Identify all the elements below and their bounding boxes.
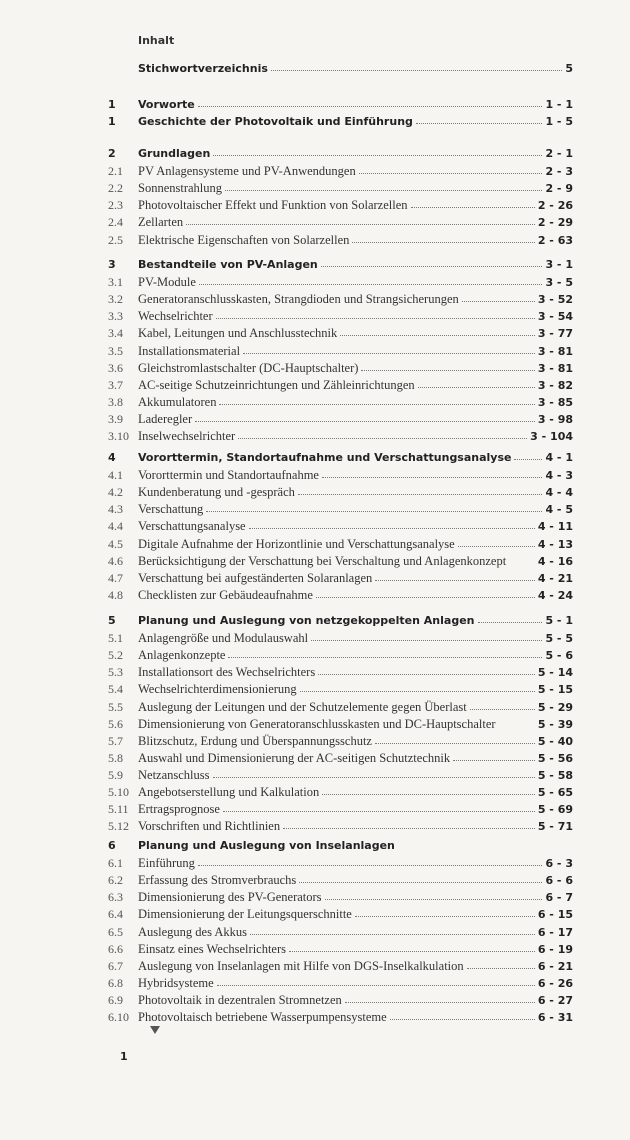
entry-title: Kundenberatung und -gespräch — [138, 485, 295, 500]
entry-page: 3 - 1 — [545, 258, 573, 271]
entry-title: Berücksichtigung der Verschattung bei Verschaltung und Anlagenkonzept — [138, 553, 507, 568]
entry-number: 5.12 — [108, 819, 129, 834]
leader-dots — [462, 292, 535, 302]
entry-number: 4.7 — [108, 570, 123, 585]
entry-number: 3.5 — [108, 343, 123, 358]
entry-number: 4.5 — [108, 536, 123, 551]
entry-page: 4 - 3 — [545, 469, 573, 483]
toc-section-entry[interactable] — [108, 819, 573, 836]
entry-title: Vorschriften und Richtlinien — [138, 819, 281, 834]
entry-title: Wechselrichter — [138, 309, 213, 324]
entry-page: 6 - 3 — [545, 857, 573, 871]
entry-title: Elektrische Eigenschaften von Solarzellen — [138, 232, 350, 247]
toc-section-entry[interactable] — [108, 588, 573, 605]
entry-number: 6.3 — [108, 890, 123, 905]
entry-page: 4 - 4 — [545, 486, 573, 500]
entry-page: 5 - 40 — [537, 734, 573, 748]
leader-dots — [398, 839, 570, 848]
entry-number: 6.6 — [108, 941, 123, 956]
entry-number: 2.1 — [108, 164, 123, 179]
toc-section-entry[interactable] — [108, 717, 573, 734]
triangle-down-icon — [150, 1026, 160, 1034]
leader-dots — [219, 395, 534, 405]
entry-number: 2.5 — [108, 232, 123, 247]
leader-dots — [470, 700, 535, 710]
toc-section-entry[interactable] — [108, 164, 573, 181]
toc-section-entry[interactable] — [108, 751, 573, 768]
entry-title: Netzanschluss — [138, 767, 210, 782]
entry-page: 6 - 31 — [537, 1011, 573, 1024]
leader-dots — [359, 164, 543, 174]
entry-title: Vororttermin und Standortaufnahme — [138, 468, 319, 483]
leader-dots — [352, 233, 534, 243]
entry-number: 2.3 — [108, 198, 123, 213]
toc-section-entry[interactable] — [108, 502, 573, 519]
entry-page: 5 - 65 — [537, 786, 573, 799]
leader-dots — [499, 718, 535, 727]
toc-section-entry[interactable] — [108, 537, 573, 554]
entry-number: 5.9 — [108, 767, 123, 782]
leader-dots — [416, 114, 543, 124]
toc-section-entry[interactable] — [108, 468, 573, 485]
entry-title: Installationsmaterial — [138, 343, 241, 358]
toc-section-entry[interactable] — [108, 554, 573, 571]
toc-section-entry[interactable] — [108, 233, 573, 250]
entry-number: 3.1 — [108, 275, 123, 290]
toc-chapter-entry[interactable] — [108, 258, 573, 275]
entry-number: 4.6 — [108, 553, 123, 568]
entry-number: 6.1 — [108, 856, 123, 871]
entry-title: Stichwortverzeichnis — [138, 62, 268, 75]
entry-page: 3 - 54 — [537, 310, 573, 324]
toc-section-entry[interactable] — [108, 571, 573, 588]
entry-title: Vorworte — [138, 98, 195, 111]
entry-title: Erfassung des Stromverbrauchs — [138, 873, 297, 888]
toc-section-entry[interactable] — [108, 873, 573, 890]
leader-dots — [411, 198, 535, 208]
entry-page: 4 - 21 — [537, 571, 573, 585]
entry-page: 3 - 77 — [537, 327, 573, 341]
leader-dots — [361, 361, 534, 371]
entry-number: 5.11 — [108, 802, 129, 817]
entry-title: Einsatz eines Wechselrichters — [138, 941, 287, 956]
entry-title: Planung und Auslegung von netzgekoppelten Anlagen — [138, 614, 475, 627]
entry-number: 5.2 — [108, 648, 123, 663]
leader-dots — [198, 856, 543, 866]
toc-section-entry[interactable] — [108, 700, 573, 717]
leader-dots — [345, 993, 535, 1003]
entry-page: 2 - 29 — [537, 216, 573, 230]
entry-number: 5.7 — [108, 733, 123, 748]
entry-page: 6 - 17 — [537, 925, 573, 939]
entry-page: 3 - 81 — [537, 361, 573, 375]
entry-title: Gleichstromlastschalter (DC-Hauptschalter) — [138, 360, 359, 375]
leader-dots — [198, 97, 543, 107]
leader-dots — [199, 275, 543, 285]
entry-title: Wechselrichterdimensionierung — [138, 682, 297, 697]
entry-number: 5.6 — [108, 716, 123, 731]
entry-number: 6.2 — [108, 873, 123, 888]
toc-section-entry[interactable] — [108, 344, 573, 361]
entry-page: 2 - 1 — [545, 147, 573, 160]
leader-dots — [458, 537, 535, 547]
entry-title: Kabel, Leitungen und Anschlusstechnik — [138, 326, 338, 341]
leader-dots — [225, 181, 542, 191]
entry-number: 4.1 — [108, 468, 123, 483]
entry-title: Auslegung von Inselanlagen mit Hilfe von DGS-Inselkalkulation — [138, 958, 464, 973]
entry-title: Inselwechselrichter — [138, 429, 236, 443]
entry-title: Einführung — [138, 856, 195, 871]
entry-title: PV-Module — [138, 275, 196, 290]
entry-title: Vororttermin, Standortaufnahme und Verschattungsanalyse — [138, 451, 512, 464]
entry-page: 4 - 1 — [545, 451, 573, 464]
entry-page: 3 - 52 — [537, 293, 573, 307]
leader-dots — [453, 751, 535, 761]
leader-dots — [514, 450, 542, 460]
leader-dots — [228, 648, 542, 658]
toc-section-entry[interactable] — [108, 181, 573, 198]
leader-dots — [249, 519, 535, 529]
leader-dots — [216, 309, 535, 319]
entry-page: 2 - 63 — [537, 233, 573, 247]
leader-dots — [206, 502, 542, 512]
toc-section-entry[interactable] — [108, 907, 573, 924]
entry-page: 3 - 5 — [545, 276, 573, 290]
toc-section-entry[interactable] — [108, 802, 573, 819]
toc-section-entry[interactable] — [108, 326, 573, 343]
entry-page: 6 - 7 — [545, 891, 573, 905]
toc-section-entry[interactable] — [108, 215, 573, 232]
entry-page: 5 — [565, 62, 573, 75]
entry-page: 6 - 19 — [537, 942, 573, 956]
entry-page: 3 - 98 — [537, 412, 573, 426]
entry-title: PV Anlagensysteme und PV-Anwendungen — [138, 164, 356, 179]
entry-title: Verschattung — [138, 502, 204, 517]
leader-dots — [390, 1010, 535, 1020]
toc-chapter-entry[interactable] — [108, 839, 573, 856]
entry-title: Planung und Auslegung von Inselanlagen — [138, 839, 395, 852]
entry-number: 2 — [108, 147, 116, 160]
leader-dots — [243, 344, 535, 354]
entry-page: 4 - 5 — [545, 503, 573, 517]
entry-title: Verschattungsanalyse — [138, 519, 246, 534]
entry-page: 6 - 26 — [537, 976, 573, 990]
leader-dots — [325, 890, 543, 900]
leader-dots — [217, 976, 535, 986]
entry-number: 6.8 — [108, 975, 123, 990]
leader-dots — [418, 378, 535, 388]
entry-title: Generatoranschlusskasten, Strangdioden und Strangsicherungen — [138, 292, 459, 307]
toc-chapter-entry[interactable] — [108, 614, 573, 631]
toc-section-entry[interactable] — [108, 275, 573, 292]
toc-section-entry[interactable] — [108, 198, 573, 215]
toc-section-entry[interactable] — [108, 785, 573, 802]
entry-title: Photovoltaischer Effekt und Funktion von Solarzellen — [138, 198, 408, 213]
entry-number: 4.2 — [108, 485, 123, 500]
entry-number: 4.8 — [108, 587, 123, 602]
entry-number: 2.2 — [108, 181, 123, 196]
entry-number: 3.9 — [108, 411, 123, 426]
entry-number: 2.4 — [108, 215, 123, 230]
entry-title: Akkumulatoren — [138, 394, 217, 409]
entry-page: 2 - 26 — [537, 199, 573, 213]
entry-title: Digitale Aufnahme der Horizontlinie und Verschattungsanalyse — [138, 536, 455, 551]
leader-dots — [355, 907, 535, 917]
entry-number: 3.2 — [108, 292, 123, 307]
entry-page: 3 - 81 — [537, 344, 573, 358]
entry-title: Anlagenkonzepte — [138, 648, 226, 663]
toc-section-entry[interactable] — [108, 631, 573, 648]
entry-title: Ertragsprognose — [138, 802, 220, 817]
entry-title: Photovoltaisch betriebene Wasserpumpensysteme — [138, 1010, 387, 1024]
leader-dots — [509, 555, 535, 564]
toc-section-entry[interactable] — [108, 942, 573, 959]
leader-dots — [322, 468, 542, 478]
toc-section-entry[interactable] — [108, 976, 573, 993]
entry-page: 5 - 71 — [537, 820, 573, 834]
leader-dots — [375, 571, 535, 581]
entry-title: Auslegung der Leitungen und der Schutzelemente gegen Überlast — [138, 699, 467, 714]
toc-section-entry[interactable] — [108, 648, 573, 665]
toc-section-entry[interactable] — [108, 682, 573, 699]
toc-chapter-entry[interactable] — [108, 115, 573, 132]
leader-dots — [271, 61, 562, 71]
entry-page: 2 - 3 — [545, 165, 573, 179]
toc-section-entry[interactable] — [108, 890, 573, 907]
entry-number: 6.5 — [108, 924, 123, 939]
entry-page: 5 - 39 — [537, 717, 573, 731]
toc-section-entry[interactable] — [108, 856, 573, 873]
toc-section-entry[interactable] — [108, 1010, 573, 1027]
entry-title: Dimensionierung des PV-Generators — [138, 890, 322, 905]
entry-page: 6 - 21 — [537, 959, 573, 973]
toc-section-entry[interactable] — [108, 768, 573, 785]
leader-dots — [467, 959, 535, 969]
entry-title: Checklisten zur Gebäudeaufnahme — [138, 587, 313, 602]
entry-number: 6.9 — [108, 992, 123, 1007]
entry-page: 4 - 11 — [537, 520, 573, 534]
entry-page: 5 - 1 — [545, 614, 573, 627]
entry-title: Laderegler — [138, 411, 193, 426]
leader-dots — [238, 429, 527, 439]
entry-number: 4.4 — [108, 519, 123, 534]
toc-section-entry[interactable] — [108, 412, 573, 429]
entry-page: 5 - 5 — [545, 632, 573, 646]
entry-number: 3.7 — [108, 377, 123, 392]
entry-title: Geschichte der Photovoltaik und Einführung — [138, 115, 413, 129]
entry-page: 5 - 56 — [537, 751, 573, 765]
entry-number: 1 — [108, 98, 116, 111]
leader-dots — [311, 631, 542, 641]
leader-dots — [213, 768, 535, 778]
leader-dots — [299, 873, 542, 883]
entry-title: Hybridsysteme — [138, 975, 214, 990]
entry-number: 6.10 — [108, 1010, 129, 1024]
toc-chapter-entry[interactable] — [108, 98, 573, 115]
entry-title: Auswahl und Dimensionierung der AC-seitigen Schutztechnik — [138, 750, 451, 765]
entry-number: 5.3 — [108, 665, 123, 680]
entry-title: Grundlagen — [138, 147, 211, 160]
entry-title: Bestandteile von PV-Anlagen — [138, 258, 318, 271]
entry-title: Auslegung des Akkus — [138, 924, 248, 939]
leader-dots — [289, 942, 535, 952]
leader-dots — [250, 925, 535, 935]
entry-page: 3 - 104 — [530, 430, 573, 443]
entry-title: Sonnenstrahlung — [138, 181, 223, 196]
entry-title: Zellarten — [138, 215, 184, 230]
leader-dots — [283, 819, 535, 829]
leader-dots — [300, 682, 535, 692]
entry-number: 3.3 — [108, 309, 123, 324]
entry-number: 6.4 — [108, 907, 123, 922]
entry-page: 3 - 82 — [537, 378, 573, 392]
entry-number: 4.3 — [108, 502, 123, 517]
entry-page: 5 - 58 — [537, 768, 573, 782]
entry-number: 3.4 — [108, 326, 123, 341]
entry-page: 5 - 69 — [537, 803, 573, 817]
entry-page: 6 - 15 — [537, 908, 573, 922]
entry-page: 5 - 29 — [537, 700, 573, 714]
toc-chapter-entry[interactable] — [108, 451, 573, 468]
entry-number: 3 — [108, 258, 116, 271]
toc-section-entry[interactable] — [108, 309, 573, 326]
leader-dots — [340, 326, 535, 336]
toc-heading: Inhalt — [138, 34, 175, 47]
entry-page: 4 - 16 — [537, 554, 573, 568]
leader-dots — [223, 802, 535, 812]
entry-page: 5 - 6 — [545, 649, 573, 663]
toc-section-entry[interactable] — [108, 361, 573, 378]
entry-number: 3.8 — [108, 394, 123, 409]
leader-dots — [213, 146, 542, 156]
entry-number: 3.10 — [108, 429, 129, 443]
entry-title: Anlagengröße und Modulauswahl — [138, 631, 309, 646]
entry-number: 5.4 — [108, 682, 123, 697]
entry-page: 5 - 15 — [537, 683, 573, 697]
entry-number: 5.1 — [108, 631, 123, 646]
entry-page: 2 - 9 — [545, 182, 573, 196]
entry-page: 4 - 13 — [537, 537, 573, 551]
toc-section-entry[interactable] — [108, 292, 573, 309]
toc-chapter-entry[interactable] — [108, 147, 573, 164]
entry-page: 3 - 85 — [537, 395, 573, 409]
entry-title: Blitzschutz, Erdung und Überspannungsschutz — [138, 733, 372, 748]
leader-dots — [478, 613, 543, 623]
toc-section-entry[interactable] — [108, 395, 573, 412]
toc-section-entry[interactable] — [108, 665, 573, 682]
entry-number: 6 — [108, 839, 116, 852]
leader-dots — [195, 412, 535, 422]
entry-title: Angebotserstellung und Kalkulation — [138, 785, 320, 799]
toc-section-entry[interactable] — [108, 993, 573, 1010]
entry-page: 1 - 5 — [545, 115, 573, 129]
leader-dots — [298, 485, 543, 495]
page-number: 1 — [120, 1050, 128, 1063]
toc-index-entry[interactable] — [138, 62, 573, 79]
entry-title: Dimensionierung der Leitungsquerschnitte — [138, 907, 352, 922]
entry-title: Verschattung bei aufgeständerten Solaranlagen — [138, 570, 373, 585]
toc-section-entry[interactable] — [108, 378, 573, 395]
entry-number: 5.10 — [108, 785, 129, 799]
entry-page: 1 - 1 — [545, 98, 573, 111]
entry-number: 3.6 — [108, 360, 123, 375]
entry-page: 6 - 27 — [537, 993, 573, 1007]
entry-page: 4 - 24 — [537, 588, 573, 602]
toc-section-entry[interactable] — [108, 485, 573, 502]
leader-dots — [318, 665, 535, 675]
entry-title: Photovoltaik in dezentralen Stromnetzen — [138, 992, 342, 1007]
leader-dots — [186, 215, 535, 225]
toc-section-entry[interactable] — [108, 734, 573, 751]
entry-number: 6.7 — [108, 958, 123, 973]
toc-section-entry[interactable] — [108, 519, 573, 536]
leader-dots — [321, 257, 543, 267]
entry-title: Dimensionierung von Generatoranschlusskasten und DC-Hauptschalter — [138, 716, 496, 731]
entry-page: 5 - 14 — [537, 666, 573, 680]
entry-number: 1 — [108, 115, 116, 129]
toc-section-entry[interactable] — [108, 959, 573, 976]
leader-dots — [316, 588, 535, 598]
leader-dots — [322, 785, 535, 795]
toc-section-entry[interactable] — [108, 429, 573, 446]
entry-page: 6 - 6 — [545, 874, 573, 888]
leader-dots — [375, 734, 535, 744]
toc-section-entry[interactable] — [108, 925, 573, 942]
entry-title: AC-seitige Schutzeinrichtungen und Zähleinrichtungen — [138, 377, 415, 392]
entry-number: 5.8 — [108, 750, 123, 765]
entry-title: Installationsort des Wechselrichters — [138, 665, 316, 680]
entry-number: 5 — [108, 614, 116, 627]
entry-number: 5.5 — [108, 699, 123, 714]
entry-number: 4 — [108, 451, 116, 464]
